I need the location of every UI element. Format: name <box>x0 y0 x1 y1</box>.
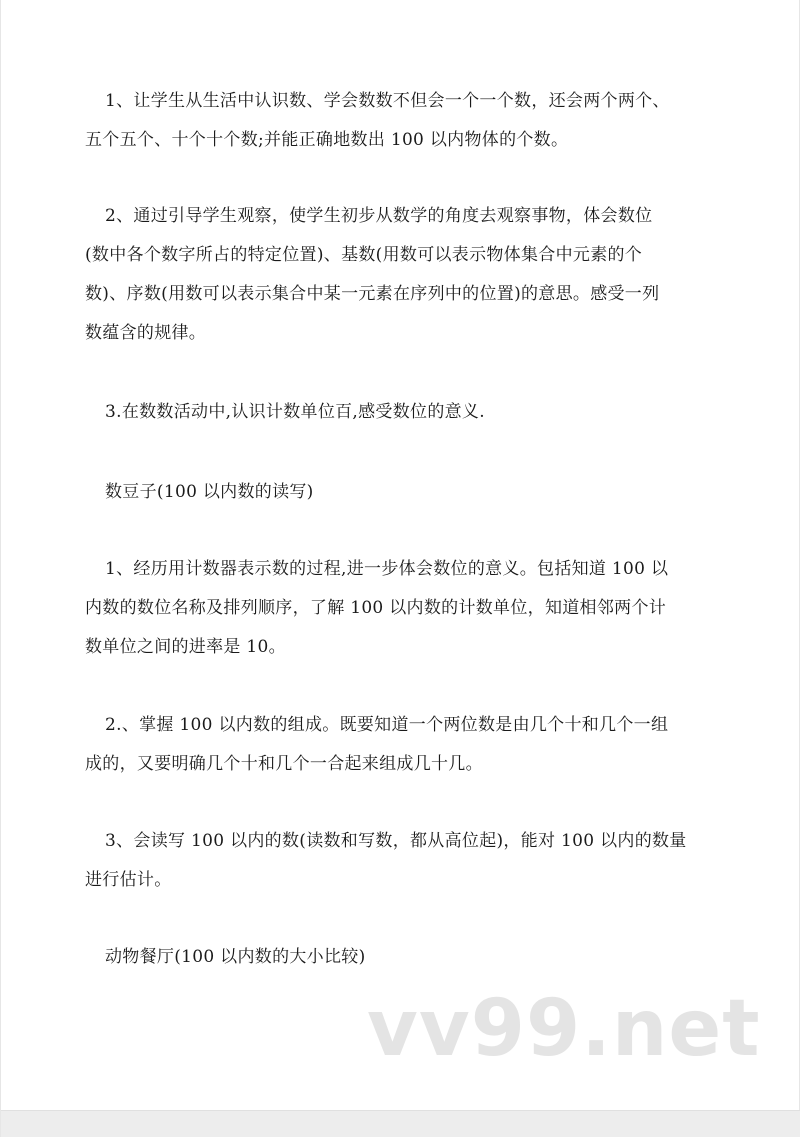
paragraph-line: 数蕴含的规律。 <box>85 323 207 343</box>
paragraph-5 <box>85 706 705 784</box>
page-bottom-bar <box>1 1110 800 1137</box>
section-heading: 动物餐厅(100 以内数的大小比较) <box>105 947 366 967</box>
paragraph-line: 2、通过引导学生观察，使学生初步从数学的角度去观察事物，体会数位 <box>105 206 653 226</box>
section-heading: 数豆子(100 以内数的读写) <box>105 482 314 502</box>
paragraph-line: 3.在数数活动中,认识计数单位百,感受数位的意义. <box>105 402 485 422</box>
paragraph-line: 成的，又要明确几个十和几个一合起来组成几十几。 <box>85 754 483 774</box>
paragraph-line: 进行估计。 <box>85 870 172 890</box>
paragraph-line: 内数的数位名称及排列顺序，了解 100 以内数的计数单位，知道相邻两个计 <box>85 598 667 618</box>
paragraph-1 <box>85 82 705 160</box>
paragraph-line: 数单位之间的进率是 10。 <box>85 637 286 657</box>
section-heading-shudouzi <box>85 473 705 512</box>
paragraph-line: (数中各个数字所占的特定位置)、基数(用数可以表示物体集合中元素的个 <box>85 245 643 265</box>
paragraph-line: 五个五个、十个十个数;并能正确地数出 100 以内物体的个数。 <box>85 130 569 150</box>
paragraph-line: 2.、掌握 100 以内数的组成。既要知道一个两位数是由几个十和几个一组 <box>105 715 669 735</box>
paragraph-line: 数)、序数(用数可以表示集合中某一元素在序列中的位置)的意思。感受一列 <box>85 284 660 304</box>
paragraph-line: 1、经历用计数器表示数的过程,进一步体会数位的意义。包括知道 100 以 <box>105 559 669 579</box>
paragraph-2 <box>85 197 705 353</box>
paragraph-line: 3、会读写 100 以内的数(读数和写数，都从高位起)，能对 100 以内的数量 <box>105 831 687 851</box>
watermark: vv99.net <box>367 984 761 1074</box>
paragraph-line: 1、让学生从生活中认识数、学会数数不但会一个一个数，还会两个两个、 <box>105 91 670 111</box>
section-heading-dongwucanting <box>85 938 705 977</box>
paragraph-6 <box>85 822 705 900</box>
paragraph-4 <box>85 550 705 667</box>
paragraph-3 <box>85 393 705 432</box>
